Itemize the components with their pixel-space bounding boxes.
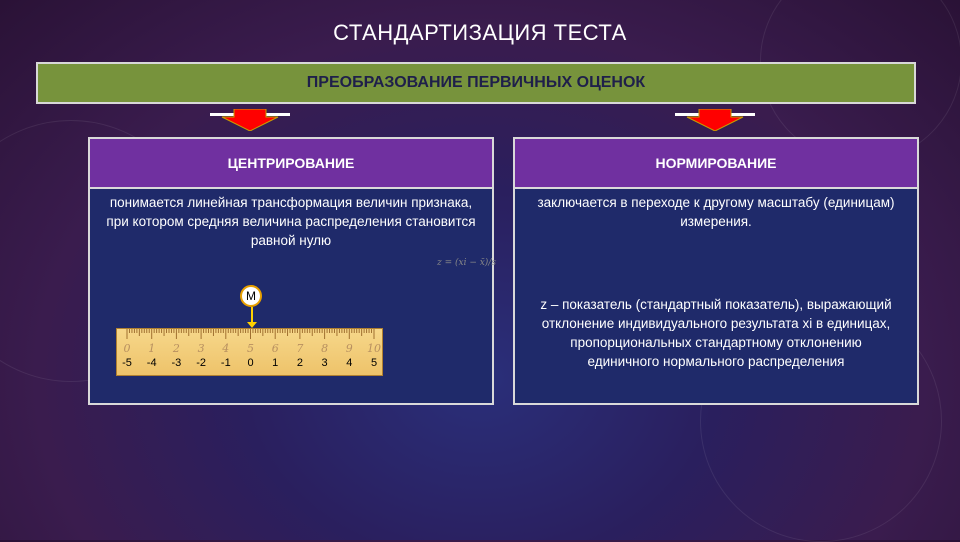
ruler-tick-label: 9 bbox=[345, 342, 353, 355]
normalization-panel bbox=[513, 137, 919, 405]
ruler-tick-label: 8 bbox=[321, 342, 329, 355]
mean-marker: M bbox=[240, 285, 262, 307]
ruler-ticks bbox=[117, 329, 384, 343]
ruler-value-label: 4 bbox=[346, 357, 353, 369]
ruler-value-label: 1 bbox=[272, 357, 279, 369]
ruler-tick-label: 5 bbox=[247, 342, 254, 355]
down-arrow-icon bbox=[675, 109, 755, 131]
ruler-value-label: -3 bbox=[171, 357, 182, 369]
ruler-value-label: 0 bbox=[247, 357, 254, 369]
ruler-tick-label: 3 bbox=[197, 342, 205, 355]
ruler-tick-label: 6 bbox=[271, 342, 279, 355]
centering-header: ЦЕНТРИРОВАНИЕ bbox=[90, 139, 492, 189]
normalization-header: НОРМИРОВАНИЕ bbox=[515, 139, 917, 189]
ruler-value-label: -5 bbox=[122, 357, 132, 369]
ruler-value-label: 2 bbox=[296, 357, 303, 369]
ruler-value-label: 3 bbox=[321, 357, 328, 369]
normalization-description: заключается в переходе к другому масштабу (единицам) измерения. bbox=[537, 195, 895, 229]
slide-title: СТАНДАРТИЗАЦИЯ ТЕСТА bbox=[333, 20, 627, 45]
ruler-tick-label: 2 bbox=[172, 342, 180, 355]
ruler-tick-label: 1 bbox=[148, 342, 156, 355]
ruler-tick-label: 0 bbox=[123, 342, 131, 355]
down-arrow-icon bbox=[210, 109, 290, 131]
ruler-value-label: -2 bbox=[196, 357, 206, 369]
ruler bbox=[116, 328, 383, 376]
ruler-tick-label: 7 bbox=[296, 342, 304, 355]
ruler-tick-label: 10 bbox=[367, 342, 381, 355]
ruler-value-label: -1 bbox=[220, 357, 231, 369]
formula: z = (xi − x̄)/s bbox=[437, 258, 496, 268]
centering-description: понимается линейная трансформация величин признака, при котором средняя величина распределения становится равной нулю bbox=[106, 195, 476, 248]
ruler-tick-label: 4 bbox=[222, 342, 230, 355]
ruler-value-label: -4 bbox=[146, 357, 157, 369]
banner-title: ПРЕОБРАЗОВАНИЕ ПЕРВИЧНЫХ ОЦЕНОК bbox=[36, 62, 916, 104]
z-score-description: z – показатель (стандартный показатель), выражающий отклонение индивидуального результата xi в единицах, пропорциональных стандартному отклонению единичного нормального распределения bbox=[540, 297, 892, 369]
ruler-value-label: 5 bbox=[370, 357, 378, 369]
